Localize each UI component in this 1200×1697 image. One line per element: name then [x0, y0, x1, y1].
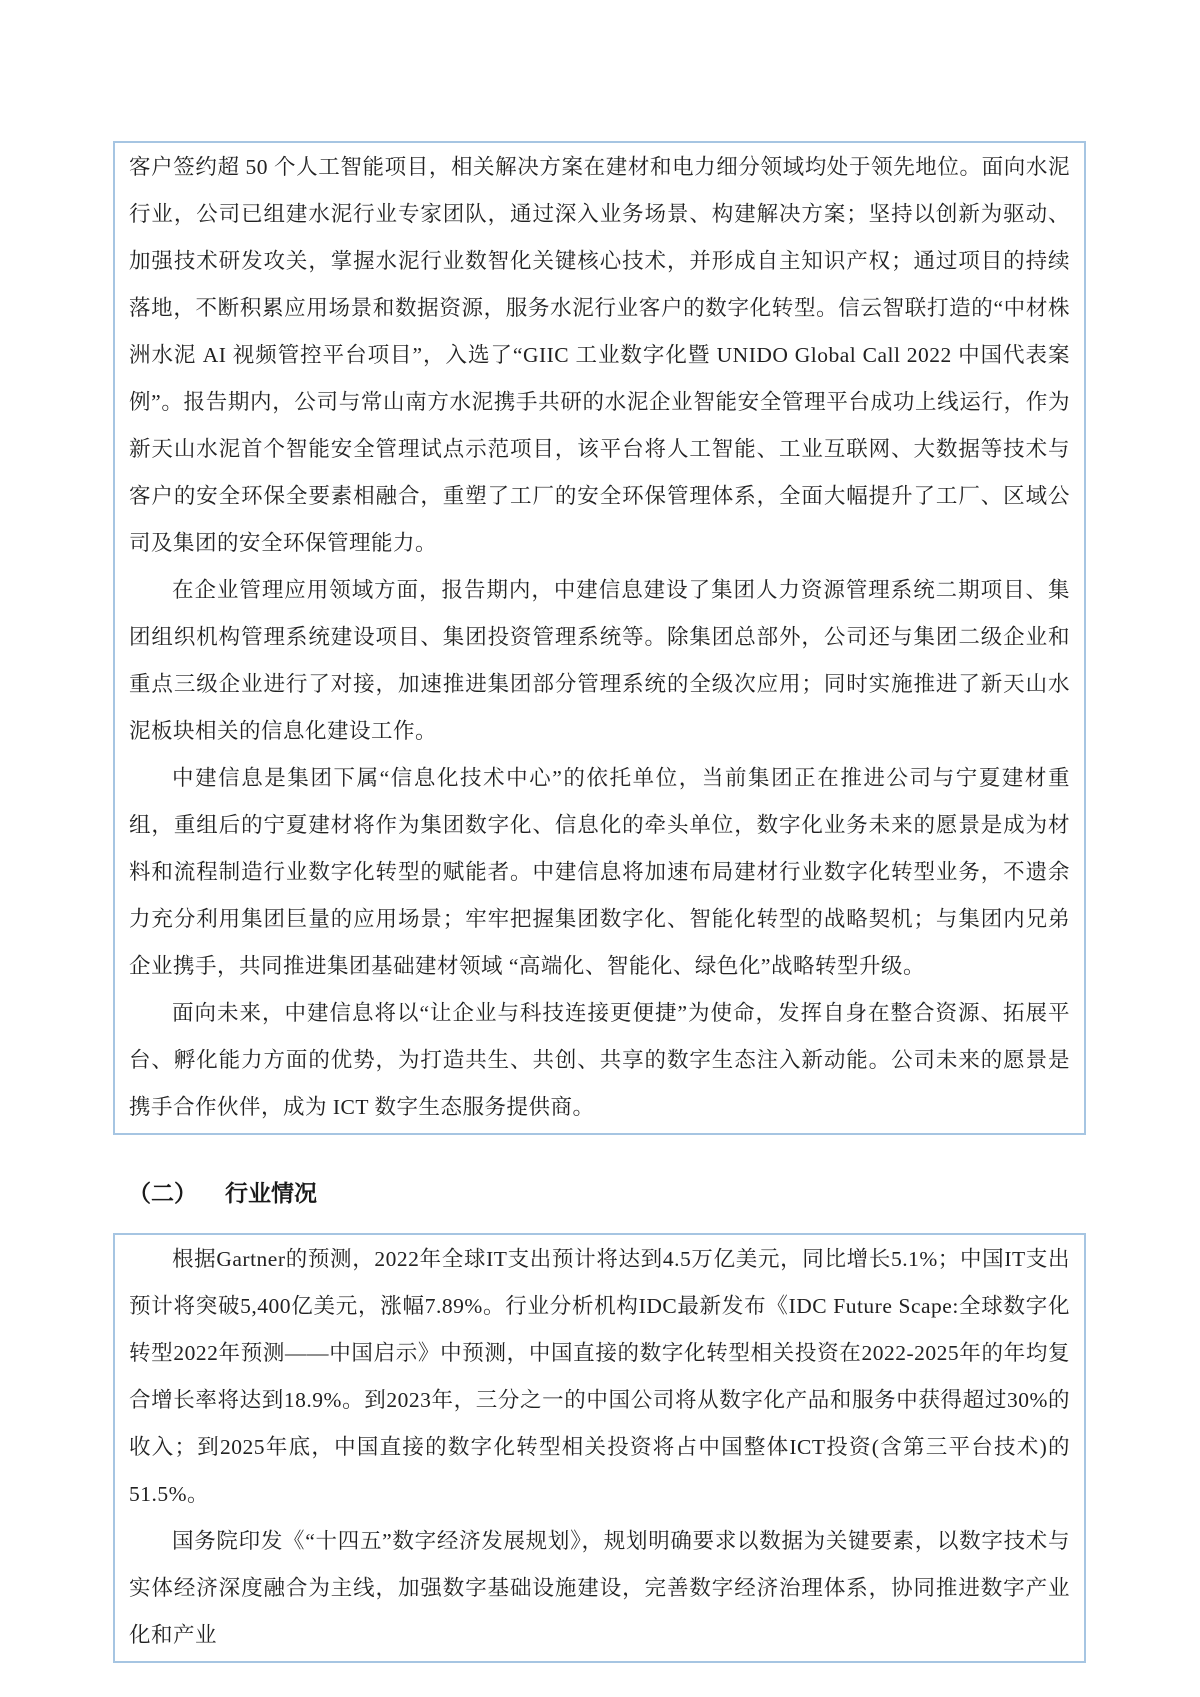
paragraph-future-vision: 面向未来，中建信息将以“让企业与科技连接更便捷”为使命，发挥自身在整合资源、拓展平台、孵化能力方面的优势，为打造共生、共创、共享的数字生态注入新动能。公司未来的愿景是携手合作伙伴，成为 ICT 数字生态服务提供商。 — [129, 1001, 1070, 1119]
paragraph-group-restructuring: 中建信息是集团下属“信息化技术中心”的依托单位，当前集团正在推进公司与宁夏建材重组，重组后的宁夏建材将作为集团数字化、信息化的牵头单位，数字化业务未来的愿景是成为材料和流程制造行业数字化转型的赋能者。中建信息将加速布局建材行业数字化转型业务，不遗余力充分利用集团巨量的应用场景；牢牢把握集团数字化、智能化转型的战略契机；与集团内兄弟企业携手，共同推进集团基础建材领域 “高端化、智能化、绿色化”战略转型升级。 — [129, 766, 1070, 978]
section-heading-title: 行业情况 — [225, 1181, 317, 1206]
paragraph-enterprise-management: 在企业管理应用领域方面，报告期内，中建信息建设了集团人力资源管理系统二期项目、集团组织机构管理系统建设项目、集团投资管理系统等。除集团总部外，公司还与集团二级企业和重点三级企业进行了对接，加速推进集团部分管理系统的全级次应用；同时实施推进了新天山水泥板块相关的信息化建设工作。 — [129, 578, 1070, 743]
section-heading-industry — [128, 1175, 1200, 1213]
paragraph-it-spending-forecast: 根据Gartner的预测，2022年全球IT支出预计将达到4.5万亿美元，同比增长5.1%；中国IT支出预计将突破5,400亿美元，涨幅7.89%。行业分析机构IDC最新发布《IDC Future Scape:全球数字化转型2022年预测——中国启示》中预测，中国直接的数字化转型相关投资在2022-2025年的年均复合增长率将达到18.9%。到2023年，三分之一的中国公司将从数字化产品和服务中获得超过30%的收入；到2025年底，中国直接的数字化转型相关投资将占中国整体ICT投资(含第三平台技术)的51.5%。 — [129, 1247, 1070, 1506]
paragraph-ai-projects-cement: 客户签约超 50 个人工智能项目，相关解决方案在建材和电力细分领域均处于领先地位。面向水泥行业，公司已组建水泥行业专家团队，通过深入业务场景、构建解决方案；坚持以创新为驱动、加强技术研发攻关，掌握水泥行业数智化关键核心技术，并形成自主知识产权；通过项目的持续落地，不断积累应用场景和数据资源，服务水泥行业客户的数字化转型。信云智联打造的“中材株洲水泥 AI 视频管控平台项目”，入选了“GIIC 工业数字化暨 UNIDO Global Call 2022 中国代表案例”。报告期内，公司与常山南方水泥携手共研的水泥企业智能安全管理平台成功上线运行，作为新天山水泥首个智能安全管理试点示范项目，该平台将人工智能、工业互联网、大数据等技术与客户的安全环保全要素相融合，重塑了工厂的安全环保管理体系，全面大幅提升了工厂、区域公司及集团的安全环保管理能力。 — [129, 155, 1070, 555]
industry-overview-text-box — [113, 1233, 1086, 1663]
section-heading-number: （二） — [128, 1181, 197, 1206]
paragraph-state-council-plan: 国务院印发《“十四五”数字经济发展规划》，规划明确要求以数据为关键要素，以数字技术与实体经济深度融合为主线，加强数字基础设施建设，完善数字经济治理体系，协同推进数字产业化和产业 — [129, 1529, 1070, 1647]
business-review-text-box — [113, 141, 1086, 1135]
